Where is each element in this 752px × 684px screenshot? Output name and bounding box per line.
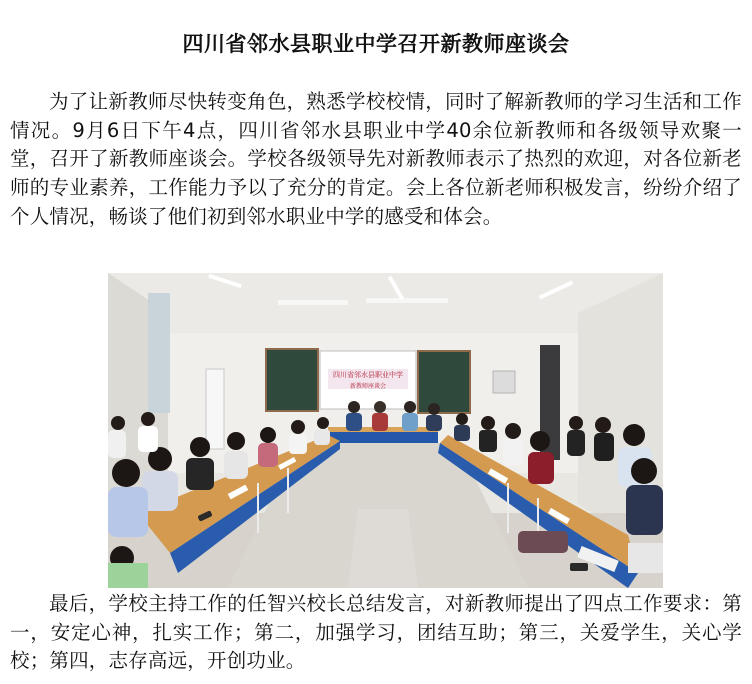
article-paragraph-conclusion: 最后，学校主持工作的任智兴校长总结发言，对新教师提出了四点工作要求：第一，安定心神，扎实工作；第二，加强学习，团结互助；第三，关爱学生，关心学校；第四，志存高远，开创功业。 (10, 592, 742, 673)
meeting-photo (108, 273, 663, 588)
screen-line-1: 四川省邻水县职业中学 (333, 371, 403, 379)
article-paragraph-intro: 为了让新教师尽快转变角色，熟悉学校校情，同时了解新教师的学习生活和工作情况。9月6日下午4点，四川省邻水县职业中学40余位新教师和各级领导欢聚一堂，召开了新教师座谈会。学校各级领导先对新教师表示了热烈的欢迎，对各位新老师的专业素养，工作能力予以了充分的肯定。会上各位新老师积极发言，纷纷介绍了个人情况，畅谈了他们初到邻水职业中学的感受和体会。 (10, 90, 742, 228)
article-title: 四川省邻水县职业中学召开新教师座谈会 (182, 32, 570, 57)
screen-line-2: 新教师座谈会 (349, 383, 387, 390)
